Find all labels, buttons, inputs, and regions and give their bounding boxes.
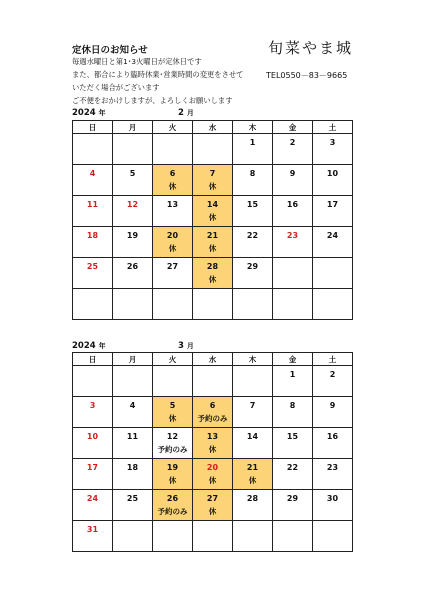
calendar-day-cell	[273, 165, 313, 196]
notice-line: いただく場合がございます	[72, 83, 160, 92]
calendar-day-cell	[113, 490, 153, 521]
day-number: 25	[86, 262, 99, 271]
calendar-week-row	[73, 397, 353, 428]
day-status: 休	[208, 182, 217, 191]
day-number: 26	[126, 262, 139, 271]
calendar-day-cell	[233, 165, 273, 196]
calendar-day-cell	[233, 227, 273, 258]
day-status: 休	[168, 476, 177, 485]
day-status: 休	[208, 275, 217, 284]
calendar-day-cell	[113, 134, 153, 165]
calendar-week-row	[73, 134, 353, 165]
day-status: 休	[208, 476, 217, 485]
calendar-day-cell	[113, 428, 153, 459]
calendar-day-cell	[193, 258, 233, 289]
day-number: 6	[209, 401, 216, 410]
day-number: 12	[166, 432, 179, 441]
day-number: 18	[126, 463, 139, 472]
calendar-day-cell	[113, 521, 153, 552]
calendar-day-cell	[73, 459, 113, 490]
day-number: 23	[286, 231, 299, 240]
day-number: 31	[86, 525, 99, 534]
calendar-day-cell	[313, 227, 353, 258]
day-number: 18	[86, 231, 99, 240]
calendar-day-cell	[113, 397, 153, 428]
day-number: 4	[129, 401, 136, 410]
calendar-day-cell	[73, 428, 113, 459]
calendar-day-cell	[313, 428, 353, 459]
day-number: 3	[89, 401, 96, 410]
day-status: 休	[208, 244, 217, 253]
calendar-february	[72, 120, 353, 320]
weekday-header: 木	[233, 353, 273, 366]
calendar-day-cell	[153, 196, 193, 227]
calendar-day-cell	[273, 196, 313, 227]
calendar-day-cell	[273, 397, 313, 428]
calendar-day-cell	[153, 490, 193, 521]
calendar-1-heading	[72, 108, 106, 118]
day-number: 22	[286, 463, 299, 472]
day-status: 休	[208, 213, 217, 222]
calendar-day-cell	[193, 196, 233, 227]
day-number: 17	[326, 200, 339, 209]
calendar-day-cell	[193, 521, 233, 552]
day-number: 5	[129, 169, 136, 178]
calendar-day-cell	[193, 428, 233, 459]
day-number: 7	[209, 169, 216, 178]
day-number: 24	[86, 494, 99, 503]
day-number: 19	[126, 231, 139, 240]
day-number: 14	[246, 432, 259, 441]
weekday-header: 水	[193, 121, 233, 134]
calendar-march	[72, 352, 353, 552]
calendar-day-cell	[233, 196, 273, 227]
weekday-header-row	[73, 121, 353, 134]
calendar-day-cell	[73, 490, 113, 521]
weekday-header: 日	[73, 121, 113, 134]
shop-logo: 旬菜やま城	[268, 39, 354, 57]
calendar-year: 2024	[72, 341, 96, 351]
calendar-month: 2	[178, 108, 184, 118]
calendar-day-cell	[153, 289, 193, 320]
calendar-day-cell	[73, 165, 113, 196]
calendar-day-cell	[113, 196, 153, 227]
day-status: 休	[208, 507, 217, 516]
day-number: 26	[166, 494, 179, 503]
day-number: 29	[246, 262, 259, 271]
calendar-day-cell	[73, 196, 113, 227]
calendar-day-cell	[153, 397, 193, 428]
day-status: 休	[168, 182, 177, 191]
weekday-header: 木	[233, 121, 273, 134]
day-number: 29	[286, 494, 299, 503]
day-number: 13	[166, 200, 179, 209]
page-title: 定休日のお知らせ	[72, 45, 148, 56]
calendar-day-cell	[233, 258, 273, 289]
day-number: 24	[326, 231, 339, 240]
calendar-day-cell	[233, 459, 273, 490]
day-number: 12	[126, 200, 139, 209]
calendar-day-cell	[313, 196, 353, 227]
day-number: 27	[166, 262, 179, 271]
calendar-day-cell	[193, 227, 233, 258]
notice-line: ご不便をおかけしますが、よろしくお願いします	[72, 96, 233, 105]
day-number: 19	[166, 463, 179, 472]
calendar-day-cell	[153, 366, 193, 397]
day-number: 16	[286, 200, 299, 209]
calendar-day-cell	[313, 258, 353, 289]
day-status: 予約のみ	[157, 507, 188, 516]
day-number: 6	[169, 169, 176, 178]
calendar-year-suffix: 年	[98, 109, 106, 117]
weekday-header: 水	[193, 353, 233, 366]
day-number: 8	[289, 401, 296, 410]
weekday-header: 金	[273, 353, 313, 366]
weekday-header: 日	[73, 353, 113, 366]
calendar-day-cell	[313, 397, 353, 428]
calendar-year: 2024	[72, 108, 96, 118]
day-number: 28	[246, 494, 259, 503]
calendar-day-cell	[233, 397, 273, 428]
calendar-day-cell	[233, 289, 273, 320]
calendar-year-suffix: 年	[98, 342, 106, 350]
day-status: 休	[208, 445, 217, 454]
calendar-day-cell	[313, 459, 353, 490]
calendar-day-cell	[73, 134, 113, 165]
day-number: 28	[206, 262, 219, 271]
day-number: 11	[86, 200, 99, 209]
day-number: 22	[246, 231, 259, 240]
calendar-week-row	[73, 459, 353, 490]
day-number: 20	[166, 231, 179, 240]
day-number: 25	[126, 494, 139, 503]
calendar-2-heading	[72, 341, 106, 351]
calendar-day-cell	[233, 521, 273, 552]
calendar-day-cell	[153, 521, 193, 552]
day-number: 10	[326, 169, 339, 178]
calendar-day-cell	[313, 521, 353, 552]
calendar-day-cell	[193, 459, 233, 490]
calendar-week-row	[73, 227, 353, 258]
weekday-header: 金	[273, 121, 313, 134]
calendar-day-cell	[233, 134, 273, 165]
calendar-week-row	[73, 165, 353, 196]
day-number: 20	[206, 463, 219, 472]
calendar-day-cell	[273, 258, 313, 289]
calendar-day-cell	[273, 134, 313, 165]
calendar-day-cell	[153, 258, 193, 289]
calendar-week-row	[73, 196, 353, 227]
calendar-day-cell	[313, 134, 353, 165]
calendar-day-cell	[273, 459, 313, 490]
calendar-day-cell	[273, 227, 313, 258]
calendar-day-cell	[153, 428, 193, 459]
calendar-month: 3	[178, 341, 184, 351]
weekday-header: 月	[113, 353, 153, 366]
day-number: 14	[206, 200, 219, 209]
calendar-day-cell	[273, 490, 313, 521]
weekday-header: 火	[153, 121, 193, 134]
day-number: 11	[126, 432, 139, 441]
day-number: 15	[286, 432, 299, 441]
day-status: 休	[248, 476, 257, 485]
calendar-day-cell	[193, 289, 233, 320]
calendar-day-cell	[313, 165, 353, 196]
day-number: 27	[206, 494, 219, 503]
day-number: 9	[289, 169, 296, 178]
day-number: 5	[169, 401, 176, 410]
calendar-day-cell	[313, 289, 353, 320]
calendar-day-cell	[233, 366, 273, 397]
calendar-week-row	[73, 366, 353, 397]
calendar-2-month	[178, 341, 194, 351]
calendar-day-cell	[193, 366, 233, 397]
calendar-day-cell	[273, 289, 313, 320]
weekday-header: 月	[113, 121, 153, 134]
calendar-day-cell	[233, 490, 273, 521]
day-number: 3	[329, 138, 336, 147]
phone-number: TEL0550－83－9665	[266, 71, 348, 80]
calendar-day-cell	[73, 289, 113, 320]
day-number: 7	[249, 401, 256, 410]
calendar-day-cell	[73, 521, 113, 552]
day-number: 1	[289, 370, 296, 379]
calendar-day-cell	[113, 258, 153, 289]
calendar-day-cell	[153, 227, 193, 258]
calendar-day-cell	[73, 258, 113, 289]
day-number: 8	[249, 169, 256, 178]
day-number: 2	[289, 138, 296, 147]
day-number: 1	[249, 138, 256, 147]
day-number: 4	[89, 169, 96, 178]
day-number: 21	[246, 463, 259, 472]
calendar-day-cell	[113, 289, 153, 320]
calendar-day-cell	[73, 227, 113, 258]
calendar-day-cell	[193, 134, 233, 165]
calendar-day-cell	[233, 428, 273, 459]
day-number: 30	[326, 494, 339, 503]
calendar-day-cell	[193, 490, 233, 521]
calendar-week-row	[73, 521, 353, 552]
weekday-header: 火	[153, 353, 193, 366]
calendar-week-row	[73, 258, 353, 289]
day-status: 予約のみ	[197, 414, 228, 423]
day-number: 21	[206, 231, 219, 240]
day-number: 16	[326, 432, 339, 441]
calendar-day-cell	[193, 165, 233, 196]
calendar-week-row	[73, 490, 353, 521]
day-status: 休	[168, 244, 177, 253]
calendar-1-month	[178, 108, 194, 118]
calendar-day-cell	[113, 459, 153, 490]
calendar-day-cell	[113, 366, 153, 397]
notice-line: また、都合により臨時休業･営業時間の変更をさせて	[72, 70, 244, 79]
day-number: 15	[246, 200, 259, 209]
calendar-day-cell	[313, 366, 353, 397]
notice-line: 毎週水曜日と第1･3火曜日が定休日です	[72, 57, 202, 66]
day-number: 10	[86, 432, 99, 441]
weekday-header: 土	[313, 353, 353, 366]
day-number: 2	[329, 370, 336, 379]
calendar-day-cell	[193, 397, 233, 428]
calendar-day-cell	[153, 165, 193, 196]
day-status: 休	[168, 414, 177, 423]
calendar-day-cell	[153, 134, 193, 165]
calendar-month-suffix: 月	[186, 342, 194, 350]
calendar-day-cell	[73, 397, 113, 428]
day-number: 13	[206, 432, 219, 441]
calendar-day-cell	[313, 490, 353, 521]
day-number: 9	[329, 401, 336, 410]
calendar-day-cell	[153, 459, 193, 490]
calendar-day-cell	[73, 366, 113, 397]
calendar-month-suffix: 月	[186, 109, 194, 117]
calendar-day-cell	[113, 227, 153, 258]
calendar-week-row	[73, 428, 353, 459]
weekday-header-row	[73, 353, 353, 366]
calendar-day-cell	[273, 366, 313, 397]
calendar-day-cell	[273, 428, 313, 459]
weekday-header: 土	[313, 121, 353, 134]
calendar-day-cell	[273, 521, 313, 552]
day-status: 予約のみ	[157, 445, 188, 454]
calendar-week-row	[73, 289, 353, 320]
day-number: 23	[326, 463, 339, 472]
day-number: 17	[86, 463, 99, 472]
calendar-day-cell	[113, 165, 153, 196]
